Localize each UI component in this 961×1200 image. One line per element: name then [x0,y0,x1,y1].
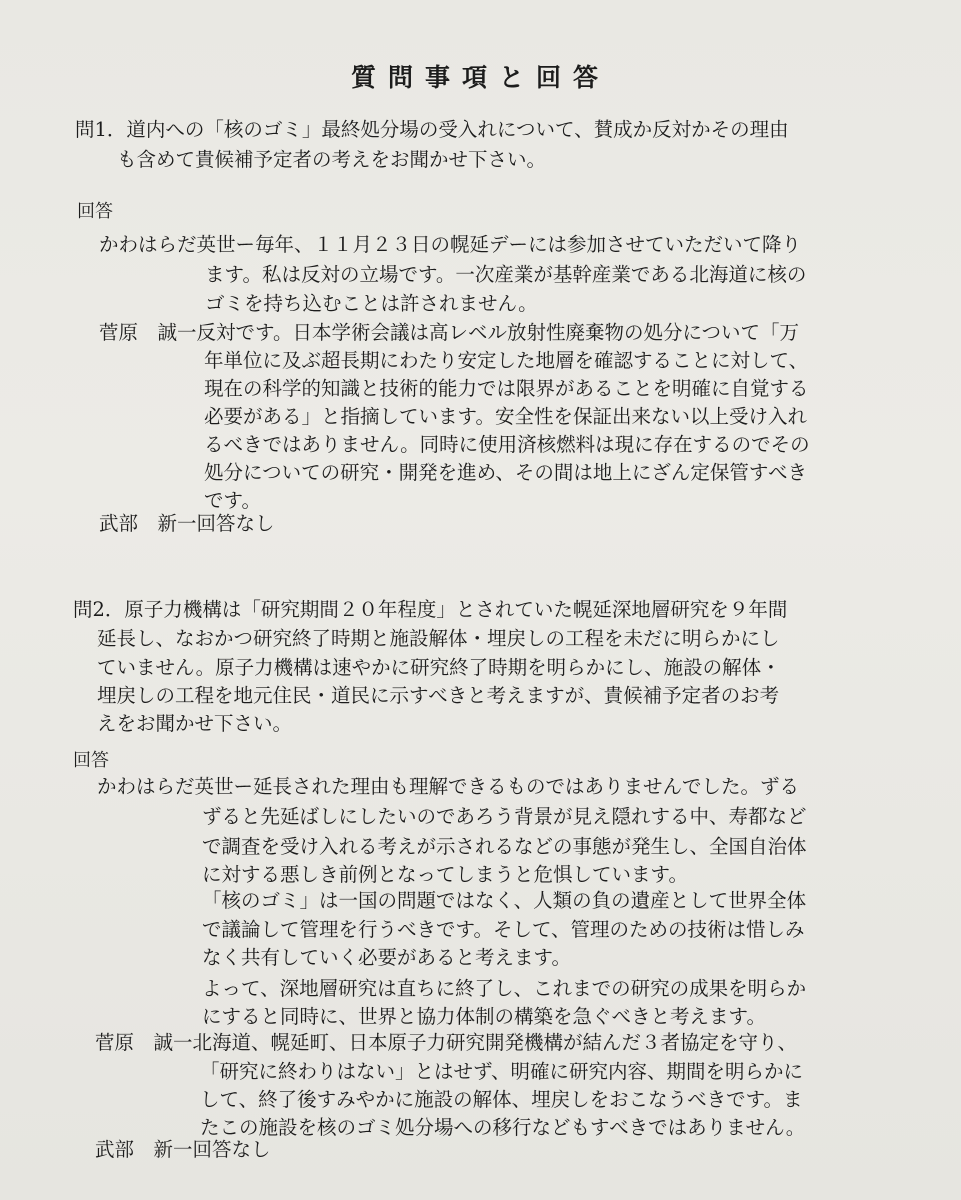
document-title: 質問事項と回答 [350,63,610,92]
kawahara-answer-line: ます。私は反対の立場です。一次産業が基幹産業である北海道に核の [205,263,807,286]
kawahara-answer-line: ずると先延ばしにしたいのであろう背景が見え隠れする中、寿都など [202,805,807,828]
sugawara-answer-line: 「研究に終わりはない」とはせず、明確に研究内容、期間を明らかに [200,1060,803,1083]
takebe-answer-line: 武部 新一回答なし [95,1138,271,1161]
kawahara-answer-line: にすると同時に、世界と協力体制の構築を急ぐべきと考えます。 [202,1005,766,1028]
kawahara-answer-line: なく共有していく必要があると考えます。 [202,946,571,969]
kawahara-answer-line: かわはらだ英世ー毎年、１１月２３日の幌延デーには参加させていただいて降り [99,233,802,256]
q2-line: 延長し、なおかつ研究終了時期と施設解体・埋戻しの工程を未だに明らかにし [97,627,780,650]
sugawara-answer-line: して、終了後すみやかに施設の解体、埋戻しをおこなうべきです。ま [200,1088,803,1111]
kawahara-answer-line: 「核のゴミ」は一国の問題ではなく、人類の負の遺産として世界全体 [202,889,807,912]
kawahara-answer-line: よって、深地層研究は直ちに終了し、これまでの研究の成果を明らか [202,977,807,1000]
q1-line: も含めて貴候補予定者の考えをお聞かせ下さい。 [117,148,547,171]
sugawara-answer-line: 年単位に及ぶ超長期にわたり安定した地層を確認することに対して、 [204,349,809,372]
q1-line: 問1．道内への「核のゴミ」最終処分場の受入れについて、賛成か反対かその理由 [75,118,789,141]
sugawara-answer-line: 必要がある」と指摘しています。安全性を保証出来ない以上受け入れ [204,405,807,428]
q2-line: 埋戻しの工程を地元住民・道民に示すべきと考えますが、貴候補予定者のお考 [97,684,780,707]
kawahara-answer-line: に対する悪しき前例となってしまうと危惧しています。 [202,863,688,886]
sugawara-answer-line: です。 [204,489,261,512]
sugawara-answer-line: 菅原 誠一反対です。日本学術会議は高レベル放射性廃棄物の処分について「万 [99,321,800,344]
answer-label: 回答 [77,201,113,222]
takebe-answer-line: 武部 新一回答なし [99,512,275,535]
sugawara-answer-line: たこの施設を核のゴミ処分場への移行などもすべきではありません。 [200,1116,806,1139]
sugawara-answer-line: るべきではありません。同時に使用済核燃料は現に存在するのでその [204,433,810,456]
kawahara-answer-line: ゴミを持ち込むことは許されません。 [205,292,538,315]
sugawara-answer-line: 処分についての研究・開発を進め、その間は地上にざん定保管すべき [204,461,807,484]
sugawara-answer-line: 現在の科学的知識と技術的能力では限界があることを明確に自覚する [204,377,809,400]
q2-line: ていません。原子力機構は速やかに研究終了時期を明らかにし、施設の解体・ [97,656,781,679]
q2-line: 問2．原子力機構は「研究期間２０年程度」とされていた幌延深地層研究を９年間 [73,598,788,621]
q2-line: えをお聞かせ下さい。 [97,712,293,735]
kawahara-answer-line: かわはらだ英世ー延長された理由も理解できるものではありませんでした。ずる [97,775,800,798]
sugawara-answer-line: 菅原 誠一北海道、幌延町、日本原子力研究開発機構が結んだ３者協定を守り、 [95,1031,798,1054]
kawahara-answer-line: で調査を受け入れる考えが示されるなどの事態が発生し、全国自治体 [202,835,807,858]
answer-label: 回答 [73,750,109,771]
kawahara-answer-line: で議論して管理を行うべきです。そして、管理のための技術は惜しみ [202,918,805,941]
